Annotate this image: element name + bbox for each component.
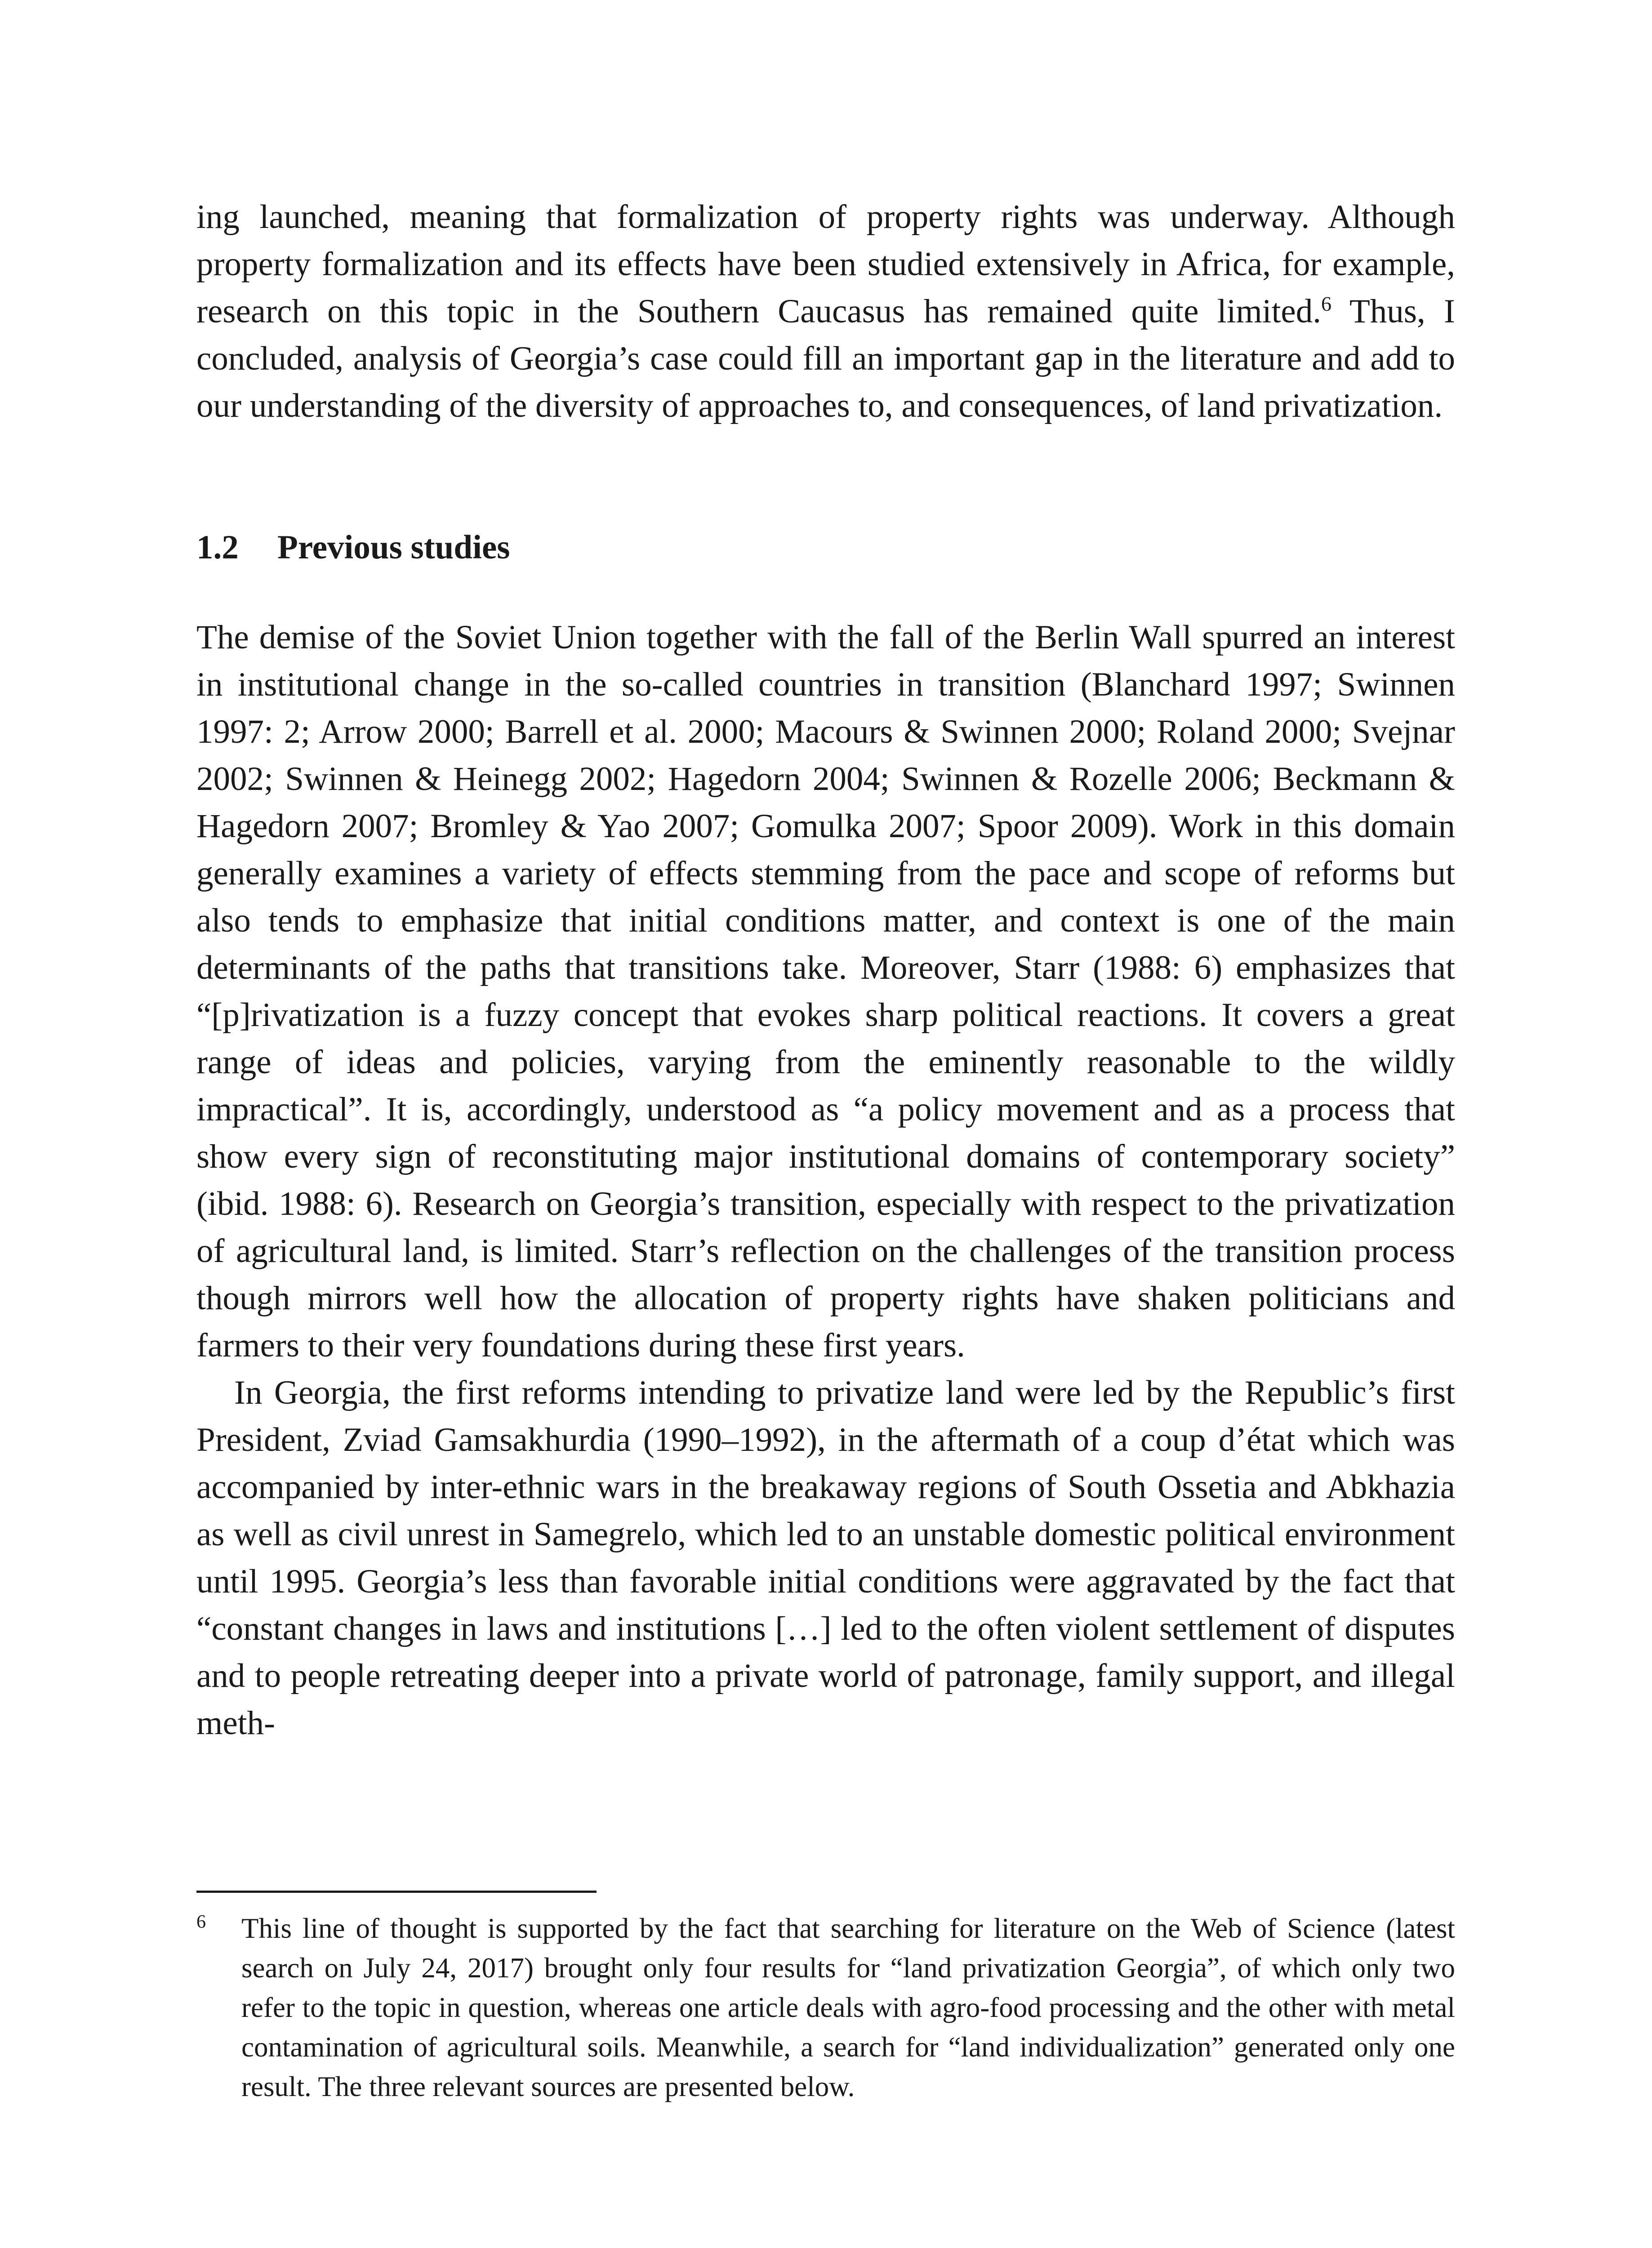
page-body — [196, 193, 1455, 1747]
paragraph-intro — [196, 193, 1455, 429]
footnote-mark: 6 — [196, 1912, 206, 1932]
footnote-divider — [196, 1891, 597, 1893]
section-title: Previous studies — [277, 529, 510, 566]
paragraph-previous-studies: The demise of the Soviet Union together with the fall of the Berlin Wall spurred an interest in institutional change in the so-called countries in transition (Blanchard 1997; Swinnen 1997: 2; Arrow 2000; Barrell et al. 2000; Macours & Swinnen 2000; Roland 2000; Svejnar 2002; Swinnen & Heinegg 2002; Hagedorn 2004; Swinnen & Rozelle 2006; Beckmann & Hagedorn 2007; Bromley & Yao 2007; Gomulka 2007; Spoor 2009). Work in this domain generally examines a variety of effects stemming from the pace and scope of reforms but also tends to emphasize that initial conditions matter, and context is one of the main determinants of the paths that transitions take. Moreover, Starr (1988: 6) emphasizes that “[p]rivatization is a fuzzy concept that evokes sharp political reactions. It covers a great range of ideas and policies, varying from the eminently reasonable to the wildly impractical”. It is, accordingly, understood as “a policy movement and as a process that show every sign of reconstituting major institutional domains of contemporary society” (ibid. 1988: 6). Research on Georgia’s transition, especially with respect to the privatization of agricultural land, is limited. Starr’s reflection on the challenges of the transition process though mirrors well how the allocation of property rights have shaken politicians and farmers to their very foundations during these first years. — [196, 619, 1455, 1364]
section-number: 1.2 — [196, 529, 239, 566]
paragraph-georgia-reforms: In Georgia, the first reforms intending to privatize land were led by the Republic’s first President, Zviad Gamsakhurdia (1990–1992), in the aftermath of a coup d’état which was accompanied by inter-ethnic wars in the breakaway regions of South Ossetia and Abkhazia as well as civil unrest in Samegrelo, which led to an unstable domestic political environment until 1995. Georgia’s less than favorable initial conditions were aggravated by the fact that “constant changes in laws and institutions […] led to the often violent settlement of disputes and to people retreating deeper into a private world of patronage, family support, and illegal meth- — [196, 1374, 1455, 1742]
paragraph-intro-continuation: Thus, I concluded, analysis of Georgia’s case could fill an important gap in the literature and add to our understanding of the diversity of approaches to, and consequences, of land privatization. — [196, 293, 1455, 424]
footnote-text: This line of thought is supported by the fact that searching for literature on the Web of Science (latest search on July 24, 2017) brought only four results for “land privatization Georgia”, of which only two refer to the topic in question, whereas one article deals with agro-food processing and the other with metal contamination of agricultural soils. Meanwhile, a search for “land individualization” generated only one result. The three relevant sources are presented below. — [241, 1913, 1455, 2102]
footnote — [196, 1909, 1455, 2106]
paragraph-intro-text: ing launched, meaning that formalization of property rights was underway. Although property formalization and its effects have been studied extensively in Africa, for example, research on this topic in the Southern Caucasus has remained quite limited. — [196, 198, 1455, 330]
section-heading — [196, 524, 1455, 571]
footnote-reference[interactable]: 6 — [1321, 292, 1331, 315]
